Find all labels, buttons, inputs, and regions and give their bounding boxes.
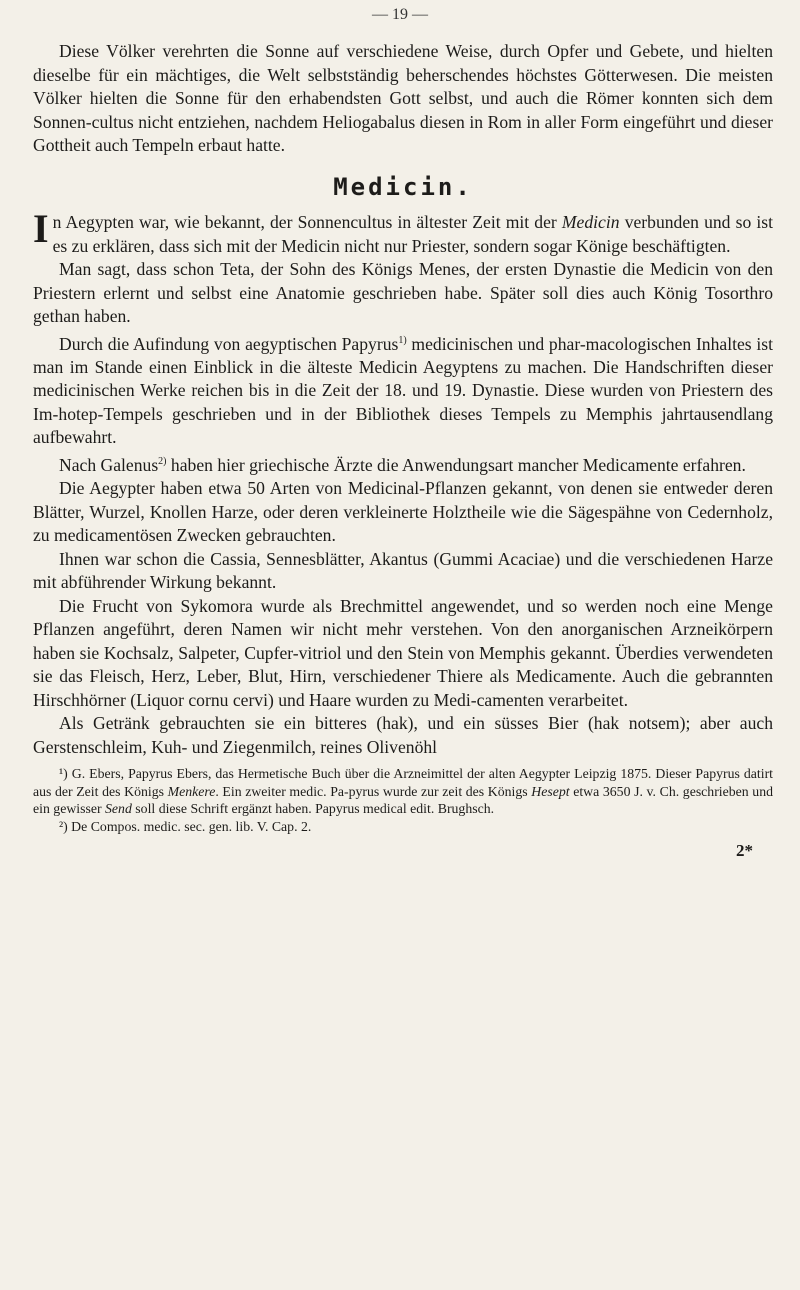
page-number: — 19 — bbox=[372, 6, 428, 23]
paragraph-1: In Aegypten war, wie bekannt, der Sonnencultus in ältester Zeit mit der Medicin verbunden und so ist es zu erklären, dass sich mit der Medicin nicht nur Priester, sondern sogar Könige beschäftigten. bbox=[33, 206, 773, 256]
paragraph-4: Nach Galenus$^{2)}$ haben hier griechische Ärzte die Anwendungsart mancher Medicamente erfahren. bbox=[59, 454, 746, 475]
paragraph-2: Man sagt, dass schon Teta, der Sohn des Königs Menes, der ersten Dynastie die Medicin von den Priestern erlernt und selbst eine Anatomie geschrieben habe. Später soll dies auch König Tosorthro gethan haben. bbox=[33, 259, 773, 326]
paragraph-7: Die Frucht von Sykomora wurde als Brechmittel angewendet, und so werden noch eine Menge Pflanzen angeführt, deren Namen wir nicht mehr verstehen. Von den anorganischen Arzneikörpern haben sie Kochsalz, Salpeter, Cupfer-vitriol und den Stein von Memphis gekannt. Überdies verwendeten sie das Fleisch, Herz, Leber, Blut, Hirn, verschiedener Thiere als Medicamente. Auch die gebrannten Hirschhörner (Liquor cornu cervi) und Haare wurden zu Medi-camenten verarbeitet. bbox=[33, 595, 773, 710]
paragraph-5: Die Aegypter haben etwa 50 Arten von Medicinal-Pflanzen gekannt, von denen sie entweder deren Blätter, Wurzel, Knollen Harze, oder deren verkleinerte Holztheile wie die Sägespähne von Cedernholz, zu medicamentösen Zwecken gebrauchten. bbox=[33, 478, 773, 546]
signature-mark: 2* bbox=[736, 841, 753, 861]
paragraph-8: Als Getränk gebrauchten sie ein bitteres (hak), und ein süsses Bier (hak notsem); aber auch Gerstenschleim, Kuh- und Ziegenmilch, reines Olivenöhl bbox=[33, 713, 773, 757]
drop-cap: I bbox=[33, 206, 49, 251]
footnote-1: ¹) G. Ebers, Papyrus Ebers, das Hermetische Buch über die Arzneimittel der alten Aegypter Leipzig 1875. Dieser Papyrus datirt aus der Zeit des Königs Menkere. Ein zweiter medic. Pa-pyrus wurde zur zeit des Königs Hesept etwa 3650 J. v. Ch. geschrieben und ein gewisser Send soll diese Schrift ergänzt haben. Papyrus medical edit. Brughsch. bbox=[33, 766, 774, 817]
italic-medicin: Medicin bbox=[561, 212, 620, 232]
main-text bbox=[33, 40, 773, 863]
paragraph-3: Durch die Aufindung von aegyptischen Papyrus$^{1)}$ medicinischen und phar-macologischen Inhaltes ist man im Stande einen Einblick in die älteste Medicin Aegyptens zu machen. Die Handschriften dieser medicinischen Werke reichen bis in die Zeit der 18. und 19. Dynastie. Diese wurden von Priestern des Im-hotep-Tempels geschrieben und in der Bibliothek dieses Tempels zu Memphis jahrtausendlang aufbewahrt. bbox=[33, 333, 773, 448]
intro-paragraph: Diese Völker verehrten die Sonne auf verschiedene Weise, durch Opfer und Gebete, und hielten dieselbe für ein mächtiges, die Welt selbstständig beherschendes höchstes Götterwesen. Die meisten Völker hielten die Sonne für den erhabendsten Gott selbst, und auch die Römer konnten sich dem Sonnen-cultus nicht entziehen, nachdem Heliogabalus diesen in Rom in aller Form eingeführt und dieser Gottheit auch Tempeln erbaut hatte. bbox=[33, 41, 773, 155]
footnote-ref-1: 1) bbox=[398, 334, 407, 346]
section-heading: Medicin. bbox=[333, 172, 473, 201]
footnotes bbox=[33, 765, 773, 835]
footnote-2: ²) De Compos. medic. sec. gen. lib. V. Cap. 2. bbox=[59, 818, 312, 834]
paragraph-6: Ihnen war schon die Cassia, Sennesblätter, Akantus (Gummi Acaciae) und die verschiedenen Harze mit abführender Wirkung bekannt. bbox=[33, 548, 773, 593]
footnote-ref-2: 2) bbox=[158, 455, 167, 467]
